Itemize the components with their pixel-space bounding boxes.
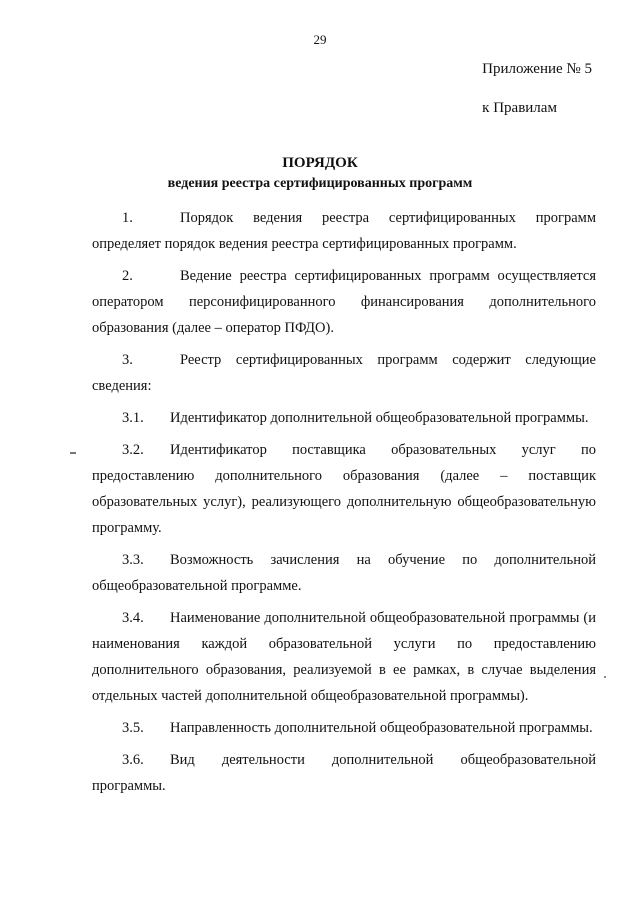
paragraph-number: 3.3. bbox=[122, 552, 144, 568]
paragraph-text: Реестр сертифицированных программ содержит следующие сведения: bbox=[92, 352, 596, 394]
paragraph-number: 3.1. bbox=[122, 410, 144, 426]
paragraph-2 bbox=[92, 263, 596, 341]
paragraph-number: 3.4. bbox=[122, 610, 144, 626]
paragraph-3-2 bbox=[92, 437, 596, 541]
paragraph-number: 3. bbox=[122, 352, 133, 368]
paragraph-1 bbox=[92, 205, 596, 257]
paragraph-3-1 bbox=[92, 405, 596, 431]
paragraph-3-3 bbox=[92, 547, 596, 599]
paragraph-text: Вид деятельности дополнительной общеобразовательной программы. bbox=[92, 752, 596, 794]
scan-speck bbox=[604, 676, 606, 678]
paragraph-text: Идентификатор поставщика образовательных услуг по предоставлению дополнительного образования (далее – поставщик образовательных услуг), реализующего дополнительную общеобразовательную программу. bbox=[92, 442, 596, 536]
paragraph-3-4 bbox=[92, 605, 596, 709]
document-title bbox=[0, 155, 640, 192]
document-body bbox=[92, 205, 596, 805]
paragraph-number: 3.2. bbox=[122, 442, 144, 458]
page-number: 29 bbox=[313, 32, 327, 47]
paragraph-number: 2. bbox=[122, 268, 133, 284]
title-main: ПОРЯДОК bbox=[282, 155, 358, 171]
appendix-reference bbox=[482, 62, 592, 116]
paragraph-text: Возможность зачисления на обучение по дополнительной общеобразовательной программе. bbox=[92, 552, 596, 594]
paragraph-text: Наименование дополнительной общеобразовательной программы (и наименования каждой образовательной услуги по предоставлению дополнительного образования, реализуемой в ее рамках, в случае выделения отдельных частей дополнительной общеобразовательной программы). bbox=[92, 610, 596, 704]
appendix-number: Приложение № 5 bbox=[482, 61, 592, 77]
paragraph-text: Направленность дополнительной общеобразовательной программы. bbox=[170, 720, 593, 736]
paragraph-number: 1. bbox=[122, 210, 133, 226]
paragraph-number: 3.5. bbox=[122, 720, 144, 736]
appendix-rules: к Правилам bbox=[482, 100, 557, 116]
paragraph-3-6 bbox=[92, 747, 596, 799]
paragraph-text: Идентификатор дополнительной общеобразовательной программы. bbox=[170, 410, 589, 426]
title-subtitle: ведения реестра сертифицированных программ bbox=[167, 176, 473, 191]
paragraph-3 bbox=[92, 347, 596, 399]
scan-margin-mark bbox=[70, 452, 76, 454]
paragraph-text: Ведение реестра сертифицированных программ осуществляется оператором персонифицированного финансирования дополнительного образования (далее – оператор ПФДО). bbox=[92, 268, 596, 336]
paragraph-3-5 bbox=[92, 715, 596, 741]
paragraph-text: Порядок ведения реестра сертифицированных программ определяет порядок ведения реестра сертифицированных программ. bbox=[92, 210, 596, 252]
paragraph-number: 3.6. bbox=[122, 752, 144, 768]
